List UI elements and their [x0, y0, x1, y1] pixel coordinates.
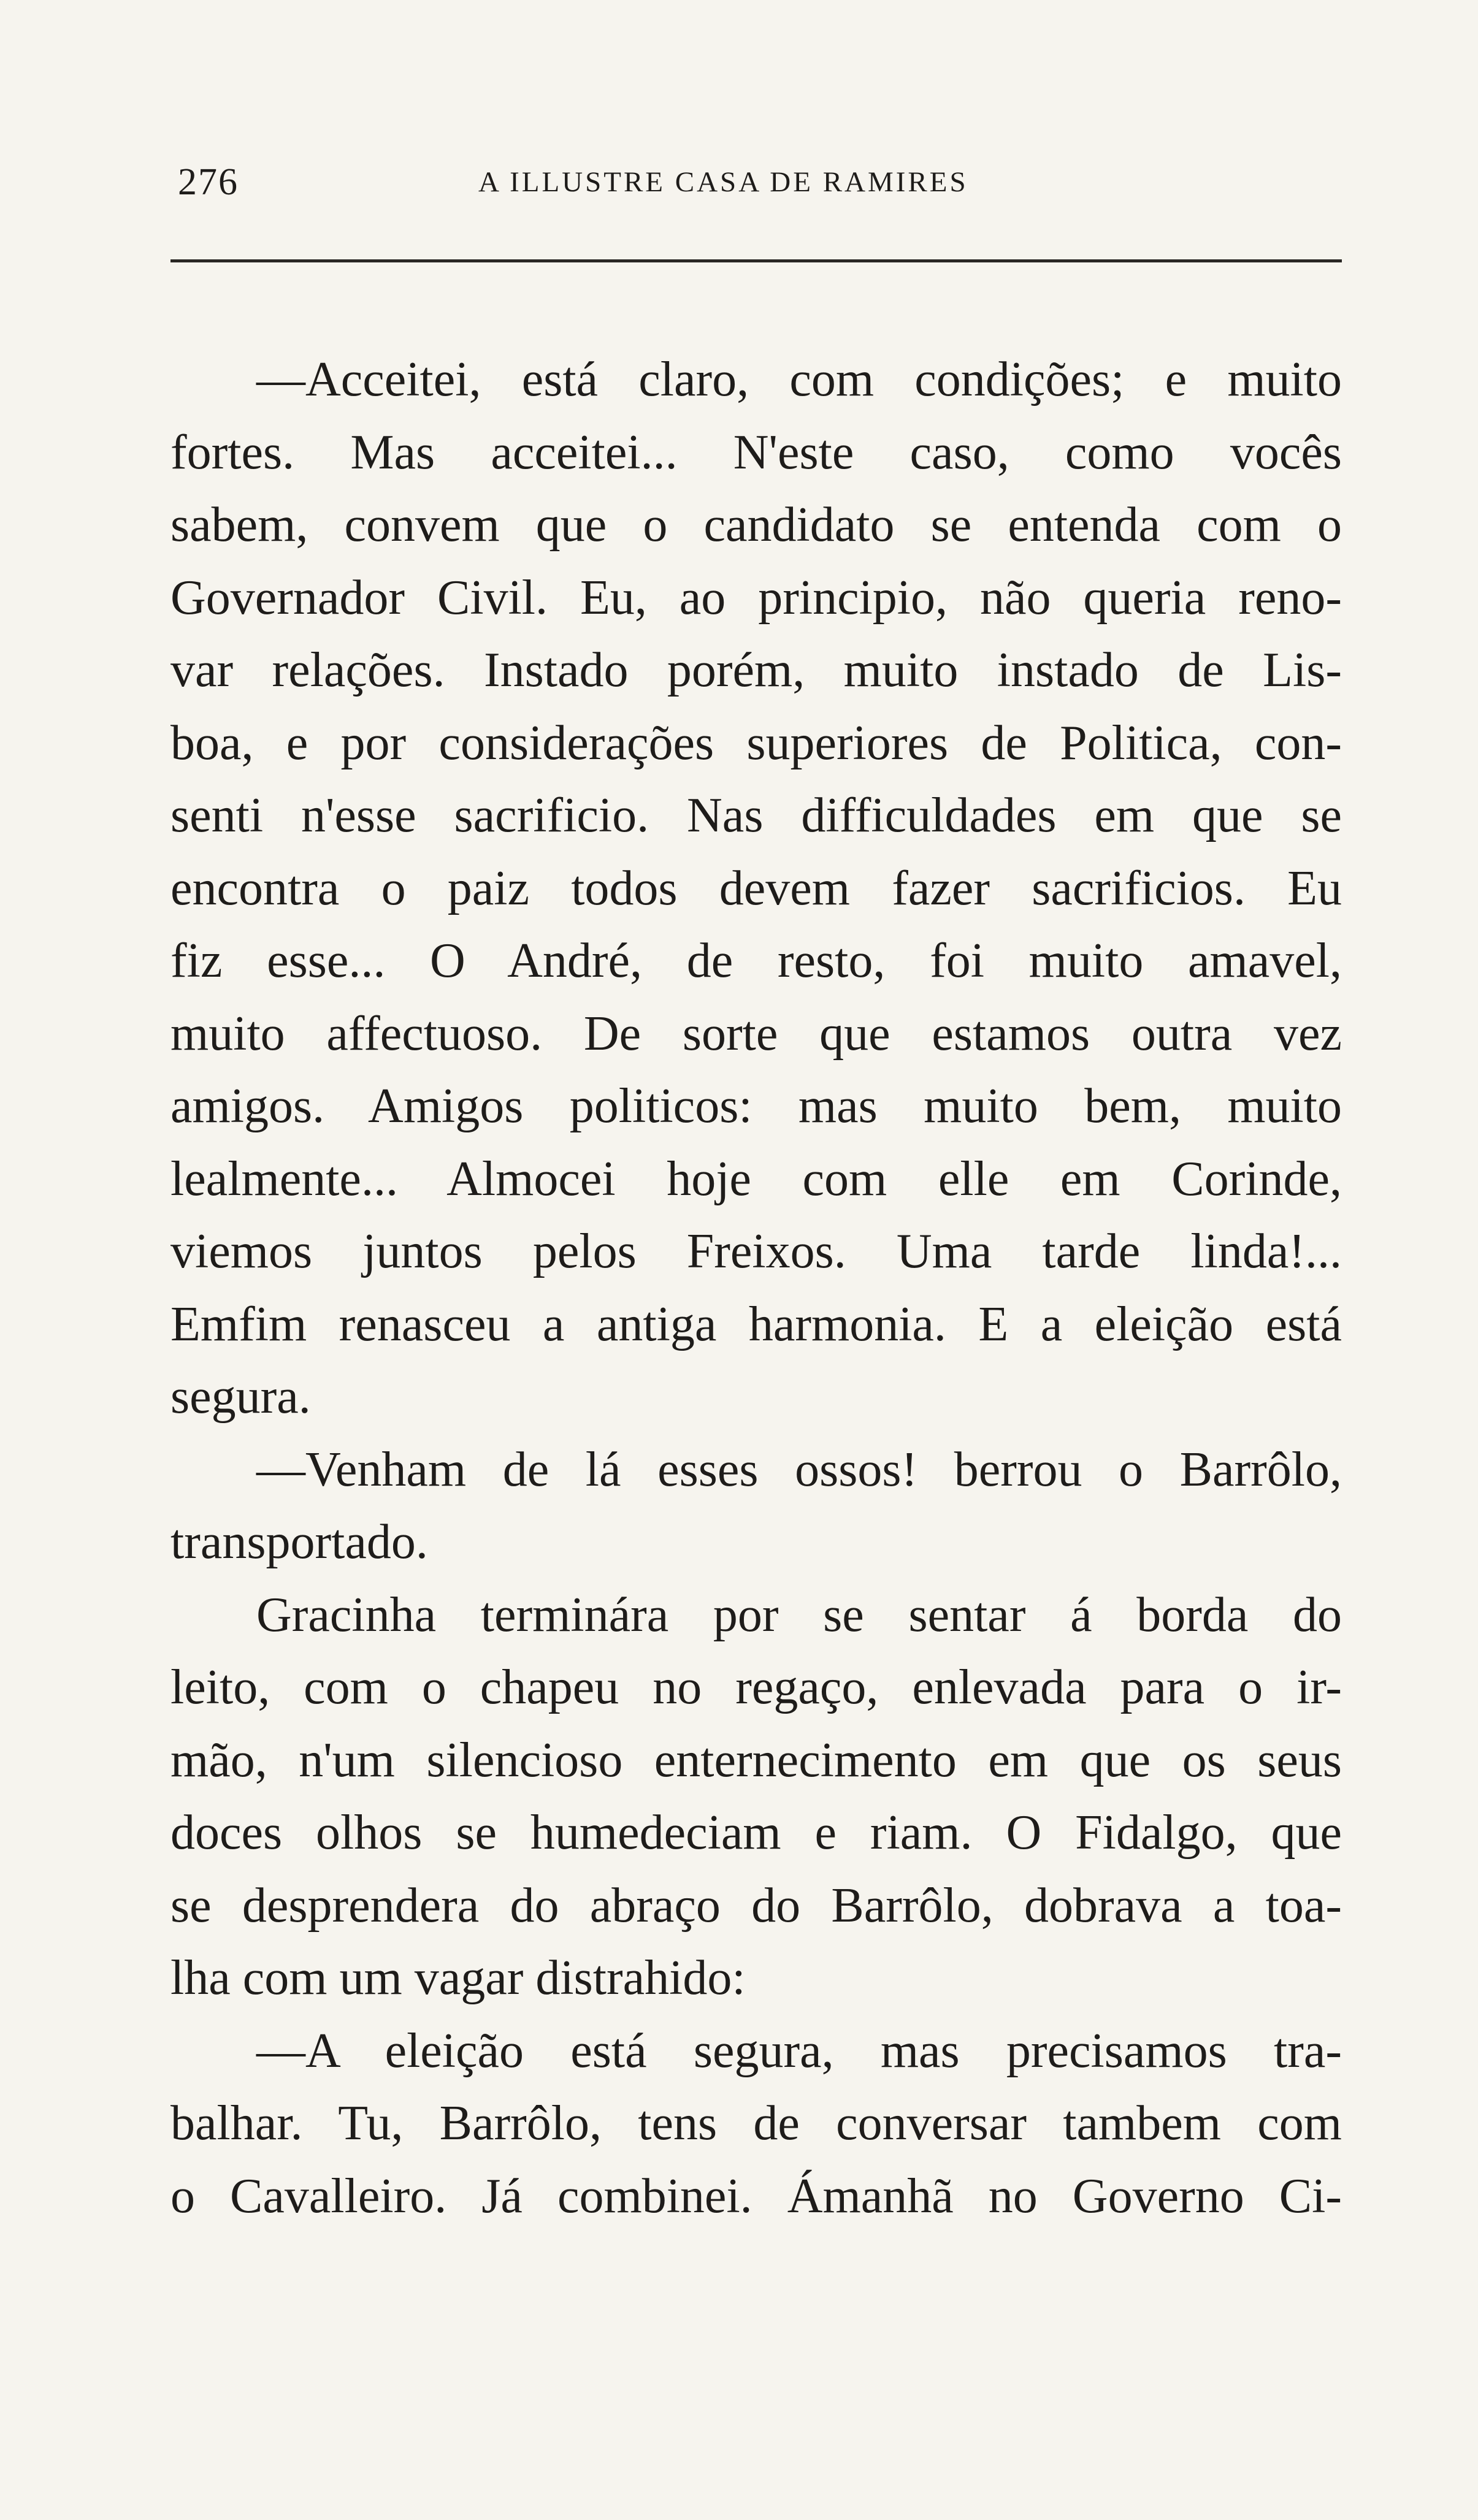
text-line: viemos juntos pelos Freixos. Uma tarde linda!...: [170, 1224, 1342, 1278]
body-text: [170, 343, 1342, 2232]
text-line: —Acceitei, está claro, com condições; e muito: [256, 353, 1342, 407]
text-line: doces olhos se humedeciam e riam. O Fidalgo, que: [170, 1806, 1342, 1860]
text-line: mão, n'um silencioso enternecimento em que os seus: [170, 1733, 1342, 1787]
text-line: lealmente... Almocei hoje com elle em Corinde,: [170, 1151, 1342, 1206]
text-line: segura.: [170, 1370, 311, 1424]
text-line: —A eleição está segura, mas precisamos tra-: [256, 2023, 1342, 2078]
text-line: —Venham de lá esses ossos! berrou o Barrôlo,: [256, 1442, 1342, 1497]
text-line: leito, com o chapeu no regaço, enlevada para o ir-: [170, 1660, 1342, 1714]
text-line: o Cavalleiro. Já combinei. Ámanhã no Governo Ci-: [170, 2169, 1342, 2223]
header-rule: [170, 259, 1342, 262]
text-line: Governador Civil. Eu, ao principio, não queria reno-: [170, 570, 1342, 625]
text-line: fiz esse... O André, de resto, foi muito amavel,: [170, 934, 1342, 988]
text-line: lha com um vagar distrahido:: [170, 1951, 746, 2005]
page-number: 276: [178, 161, 239, 203]
text-line: balhar. Tu, Barrôlo, tens de conversar tambem com: [170, 2096, 1342, 2150]
text-line: muito affectuoso. De sorte que estamos outra vez: [170, 1006, 1342, 1061]
text-line: Gracinha terminára por se sentar á borda do: [256, 1587, 1342, 1642]
text-line: se desprendera do abraço do Barrôlo, dobrava a toa-: [170, 1878, 1342, 1933]
text-line: Emfim renasceu a antiga harmonia. E a eleição está: [170, 1297, 1342, 1351]
running-head: [178, 161, 1349, 210]
text-line: fortes. Mas acceitei... N'este caso, como vocês: [170, 425, 1342, 479]
text-line: transportado.: [170, 1515, 428, 1569]
text-line: amigos. Amigos politicos: mas muito bem, muito: [170, 1079, 1342, 1133]
text-line: encontra o paiz todos devem fazer sacrificios. Eu: [170, 861, 1342, 915]
text-line: senti n'esse sacrificio. Nas difficuldades em que se: [170, 788, 1342, 842]
text-line: var relações. Instado porém, muito instado de Lis-: [170, 643, 1342, 697]
text-line: sabem, convem que o candidato se entenda com o: [170, 498, 1342, 552]
running-title: A ILLUSTRE CASA DE RAMIRES: [478, 166, 968, 198]
text-line: boa, e por considerações superiores de Politica, con-: [170, 716, 1342, 770]
